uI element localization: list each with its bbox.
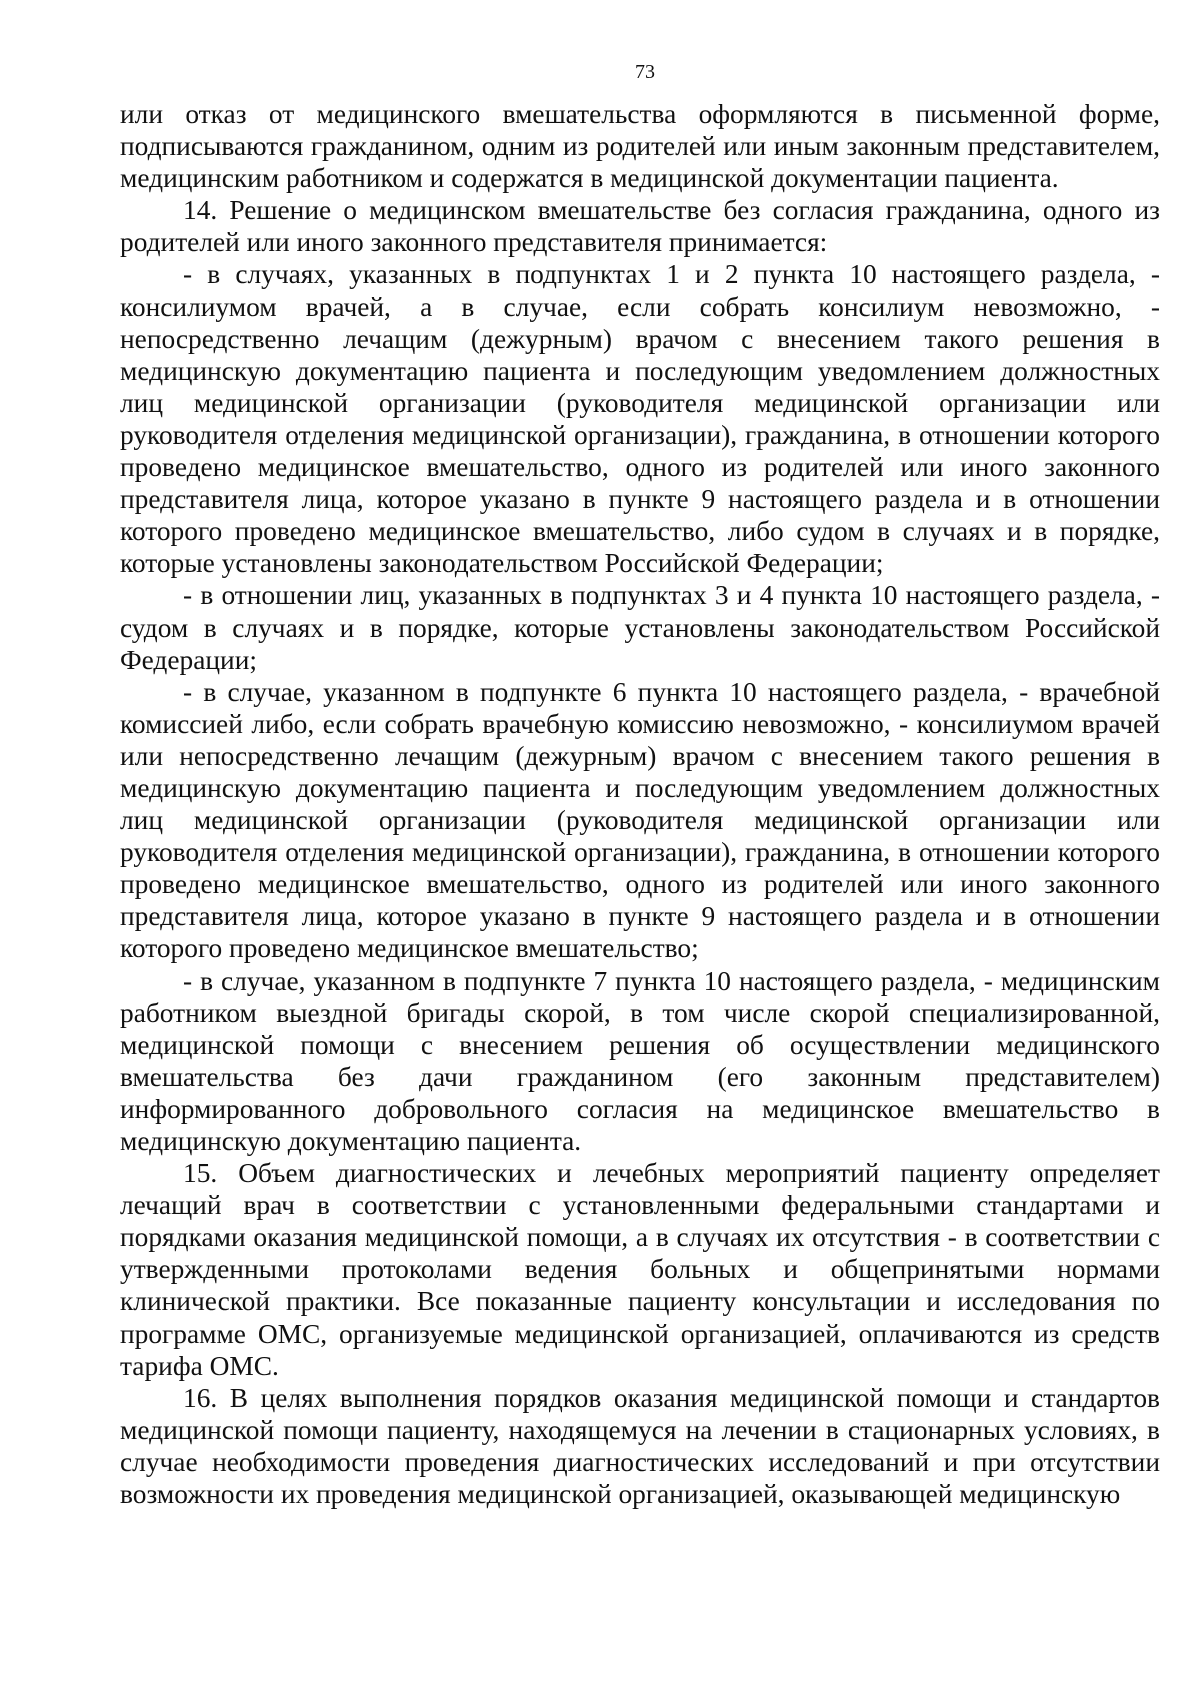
document-page bbox=[120, 60, 1160, 1510]
paragraph-16: 16. В целях выполнения порядков оказания медицинской помощи и стандартов медицинской помощи пациенту, находящемуся на лечении в стационарных условиях, в случае необходимости проведения диагностических исследований и при отсутствии возможности их проведения медицинской организацией, оказывающей медицинскую bbox=[120, 1382, 1160, 1510]
page-number: 73 bbox=[635, 61, 655, 83]
paragraph-14-item-1: - в случаях, указанных в подпунктах 1 и 2 пункта 10 настоящего раздела, - консилиумом врачей, а в случае, если собрать консилиум невозможно, - непосредственно лечащим (дежурным) врачом с внесением такого решения в медицинскую документацию пациента и последующим уведомлением должностных лиц медицинской организации (руководителя медицинской организации или руководителя отделения медицинской организации), гражданина, в отношении которого проведено медицинское вмешательство, одного из родителей или иного законного представителя лица, которое указано в пункте 9 настоящего раздела и в отношении которого проведено медицинское вмешательство, либо судом в случаях и в порядке, которые установлены законодательством Российской Федерации; bbox=[120, 259, 1160, 579]
paragraph-14-item-2: - в отношении лиц, указанных в подпунктах 3 и 4 пункта 10 настоящего раздела, - судом в случаях и в порядке, которые установлены законодательством Российской Федерации; bbox=[120, 580, 1160, 675]
paragraph-15: 15. Объем диагностических и лечебных мероприятий пациенту определяет лечащий врач в соответствии с установленными федеральными стандартами и порядками оказания медицинской помощи, а в случаях их отсутствия - в соответствии с утвержденными протоколами ведения больных и общепринятыми нормами клинической практики. Все показанные пациенту консультации и исследования по программе ОМС, организуемые медицинской организацией, оплачиваются из средств тарифа ОМС. bbox=[120, 1158, 1160, 1381]
paragraph-continuation: или отказ от медицинского вмешательства оформляются в письменной форме, подписываются гражданином, одним из родителей или иным законным представителем, медицинским работником и содержатся в медицинской документации пациента. bbox=[120, 99, 1160, 194]
paragraph-14-item-4: - в случае, указанном в подпункте 7 пункта 10 настоящего раздела, - медицинским работником выездной бригады скорой, в том числе скорой специализированной, медицинской помощи с внесением решения об осуществлении медицинского вмешательства без дачи гражданином (его законным представителем) информированного добровольного согласия на медицинское вмешательство в медицинскую документацию пациента. bbox=[120, 965, 1160, 1156]
paragraph-14: 14. Решение о медицинском вмешательстве без согласия гражданина, одного из родителей или иного законного представителя принимается: bbox=[120, 195, 1160, 258]
paragraph-14-item-3: - в случае, указанном в подпункте 6 пункта 10 настоящего раздела, - врачебной комиссией либо, если собрать врачебную комиссию невозможно, - консилиумом врачей или непосредственно лечащим (дежурным) врачом с внесением такого решения в медицинскую документацию пациента и последующим уведомлением должностных лиц медицинской организации (руководителя медицинской организации или руководителя отделения медицинской организации), гражданина, в отношении которого проведено медицинское вмешательство, одного из родителей или иного законного представителя лица, которое указано в пункте 9 настоящего раздела и в отношении которого проведено медицинское вмешательство; bbox=[120, 676, 1160, 964]
